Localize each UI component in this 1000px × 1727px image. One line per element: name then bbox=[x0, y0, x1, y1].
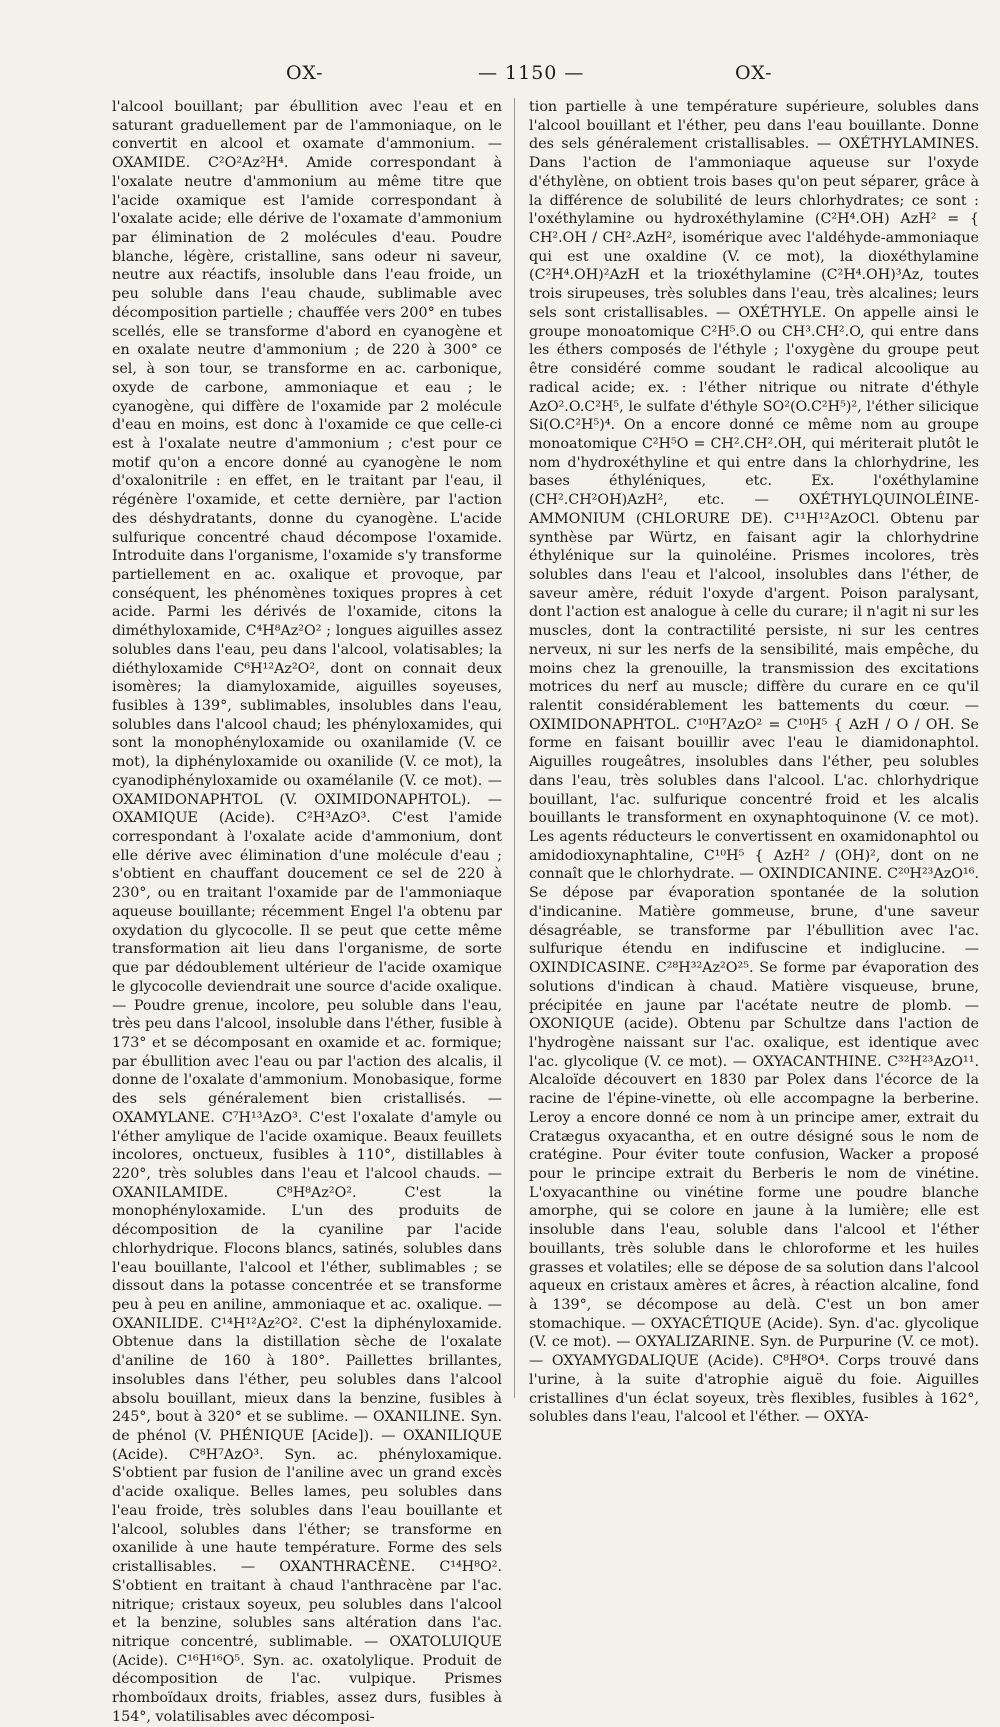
column-divider bbox=[514, 98, 515, 1398]
right-column bbox=[529, 98, 979, 1426]
header-left-entry: OX- bbox=[286, 62, 324, 84]
page-number: — 1150 — bbox=[478, 62, 585, 84]
left-column-text: l'alcool bouillant; par ébullition avec l'eau et en saturant graduellement par de l'ammoniaque, on le convertit en alcool et oxamate d'ammonium. — OXAMIDE. C²O²Az²H⁴. Amide correspondant à l'oxalate neutre d'ammonium au même titre que l'acide oxamique est l'amide correspondant à l'oxalate acide; elle dérive de l'oxamate d'ammonium par élimination de 2 molécules d'eau. Poudre blanche, légère, cristalline, sans odeur ni saveur, neutre aux réactifs, insoluble dans l'eau froide, un peu soluble dans l'eau chaude, sublimable avec décomposition partielle ; chauffée vers 200° en tubes scellés, elle se transforme d'abord en cyanogène et en oxalate neutre d'ammonium ; de 220 à 300° ce sel, à son tour, se transforme en ac. carbonique, oxyde de carbone, ammoniaque et eau ; le cyanogène, qui diffère de l'oxamide par 2 molécule d'eau en moins, est donc à l'oxamide ce que celle-ci est à l'oxalate neutre d'ammonium ; c'est pour ce motif qu'on a encore donné au cyanogène le nom d'oxalonitrile : en effet, en le traitant par l'eau, il régénère l'oxamide, et cette dernière, par l'action des déshydratants, donne du cyanogène. L'acide sulfurique concentré chaud décompose l'oxamide. Introduite dans l'organisme, l'oxamide s'y transforme partiellement en ac. oxalique et provoque, par conséquent, les phénomènes toxiques propres à cet acide. Parmi les dérivés de l'oxamide, citons la diméthyloxamide, C⁴H⁸Az²O² ; longues aiguilles assez solubles dans l'eau, peu dans l'alcool, volatisables; la diéthyloxamide C⁶H¹²Az²O², dont on connait deux isomères; la diamyloxamide, aiguilles soyeuses, fusibles à 139°, sublimables, insolubles dans l'eau, solubles dans l'alcool chaud; les phényloxamides, qui sont la monophényloxamide ou oxanilamide (V. ce mot), la diphényloxamide ou oxanilide (V. ce mot), la cyanodiphényloxamide ou oxamélanile (V. ce mot). — OXAMIDONAPHTOL (V. OXIMIDONAPHTOL). — OXAMIQUE (Acide). C²H³AzO³. C'est l'amide correspondant à l'oxalate acide d'ammonium, dont elle dérive avec élimination d'une molécule d'eau ; s'obtient en chauffant doucement ce sel de 220 à 230°, ou en traitant l'oxamide par de l'ammoniaque aqueuse bouillante; récemment Engel l'a obtenu par oxydation du glycocolle. Il se peut que cette même transformation ait lieu dans l'organisme, de sorte que par dédoublement ultérieur de l'acide oxamique le glycocolle deviendrait une source d'acide oxalique. — Poudre grenue, incolore, peu soluble dans l'eau, très peu dans l'alcool, insoluble dans l'éther, fusible à 173° et se décomposant en oxamide et ac. formique; par ébullition avec l'eau ou par l'action des alcalis, il donne de l'oxalate d'ammonium. Monobasique, forme des sels généralement bien cristallisés. — OXAMYLANE. C⁷H¹³AzO³. C'est l'oxalate d'amyle ou l'éther amylique de l'acide oxamique. Beaux feuillets incolores, onctueux, fusibles à 110°, distillables à 220°, très solubles dans l'eau et l'alcool chauds. — OXANILAMIDE. C⁸H⁸Az²O². C'est la monophényloxamide. L'un des produits de décomposition de la cyaniline par l'acide chlorhydrique. Flocons blancs, satinés, solubles dans l'eau bouillante, l'alcool et l'éther, sublimables ; se dissout dans la potasse concentrée et se transforme peu à peu en aniline, ammoniaque et ac. oxalique. — OXANILIDE. C¹⁴H¹²Az²O². C'est la diphényloxamide. Obtenue dans la distillation sèche de l'oxalate d'aniline de 160 à 180°. Paillettes brillantes, insolubles dans l'éther, peu solubles dans l'alcool absolu bouillant, mieux dans la benzine, fusibles à 245°, bout à 320° et se sublime. — OXANILINE. Syn. de phénol (V. PHÉNIQUE [Acide]). — OXANILIQUE (Acide). C⁸H⁷AzO³. Syn. ac. phényloxamique. S'obtient par fusion de l'aniline avec un grand excès d'acide oxalique. Belles lames, peu solubles dans l'eau froide, très solubles dans l'eau bouillante et l'alcool, solubles dans l'éther; se transforme en oxanilide à une haute température. Forme des sels cristallisables. — OXANTHRACÈNE. C¹⁴H⁸O². S'obtient en traitant à chaud l'anthracène par l'ac. nitrique; cristaux soyeux, peu solubles dans l'alcool et la benzine, solubles sans altération dans l'ac. nitrique concentré, sublimable. — OXATOLUIQUE (Acide). C¹⁶H¹⁶O⁵. Syn. ac. oxatolylique. Produit de décomposition de l'ac. vulpique. Prismes rhomboïdaux droits, friables, assez durs, fusibles à 154°, volatilisables avec décomposi- bbox=[112, 99, 502, 1725]
left-column bbox=[112, 98, 502, 1725]
right-column-text: tion partielle à une température supérieure, solubles dans l'alcool bouillant et l'éther, peu dans l'eau bouillante. Donne des sels généralement cristallisables. — OXÉTHYLAMINES. Dans l'action de l'ammoniaque aqueuse sur l'oxyde d'éthylène, on obtient trois bases qu'on peut séparer, grâce à la différence de solubilité de leurs chlorhydrates; ce sont : l'oxéthylamine ou hydroxéthylamine (C²H⁴.OH) AzH² = { CH².OH / CH².AzH², isomérique avec l'aldéhyde-ammoniaque qui est une oxaldine (V. ce mot), la dioxéthylamine (C²H⁴.OH)²AzH et la trioxéthylamine (C²H⁴.OH)³Az, toutes trois sirupeuses, très solubles dans l'eau, très alcalines; leurs sels sont cristallisables. — OXÉTHYLE. On appelle ainsi le groupe monoatomique C²H⁵.O ou CH³.CH².O, qui entre dans les éthers composés de l'éthyle ; l'oxygène du groupe peut être considéré comme soudant le radical alcoolique au radical acide; ex. : l'éther nitrique ou nitrate d'éthyle AzO².O.C²H⁵, le sulfate d'éthyle SO²(O.C²H⁵)², l'éther silicique Si(O.C²H⁵)⁴. On a encore donné ce même nom au groupe monoatomique C²H⁵O = CH².CH².OH, qui mériterait plutôt le nom d'hydroxéthyline et qui entre dans la chlorhydrine, les bases éthyléniques, etc. Ex. l'oxéthylamine (CH².CH²OH)AzH², etc. — OXÉTHYLQUINOLÉINE-AMMONIUM (CHLORURE DE). C¹¹H¹²AzOCl. Obtenu par synthèse par Würtz, en faisant agir la chlorhydrine éthylénique sur la quinoléine. Prismes incolores, très solubles dans l'eau et l'alcool, insolubles dans l'éther, de saveur amère, réduit l'oxyde d'argent. Poison paralysant, dont l'action est analogue à celle du curare; il n'agit ni sur les muscles, dont la contractilité persiste, ni sur les centres nerveux, ni sur les nerfs de la sensibilité, mais empêche, du moins chez la grenouille, la transmission des excitations motrices du nerf au muscle; diffère du curare en ce qu'il ralentit considérablement les battements du cœur. — OXIMIDONAPHTOL. C¹⁰H⁷AzO² = C¹⁰H⁵ { AzH / O / OH. Se forme en faisant bouillir avec l'eau le diamidonaphtol. Aiguilles rougeâtres, insolubles dans l'éther, peu solubles dans l'eau, très solubles dans l'alcool. L'ac. chlorhydrique bouillant, l'ac. sulfurique concentré froid et les alcalis bouillants le transforment en oxynaphtoquinone (V. ce mot). Les agents réducteurs le convertissent en oxamidonaphtol ou amidodioxynaphtaline, C¹⁰H⁵ { AzH² / (OH)², dont on ne connaît que le chlorhydrate. — OXINDICANINE. C²⁰H²³AzO¹⁶. Se dépose par évaporation spontanée de la solution d'indicanine. Matière gommeuse, brune, d'une saveur désagréable, se transforme par l'ébullition avec l'ac. sulfurique étendu en indifuscine et indiglucine. — OXINDICASINE. C²⁸H³²Az²O²⁵. Se forme par évaporation des solutions d'indican à chaud. Matière visqueuse, brune, précipitée en jaune par l'acétate neutre de plomb. — OXONIQUE (acide). Obtenu par Schultze dans l'action de l'hydrogène naissant sur l'ac. oxalique, est identique avec l'ac. glycolique (V. ce mot). — OXYACANTHINE. C³²H²³AzO¹¹. Alcaloïde découvert en 1830 par Polex dans l'écorce de la racine de l'épine-vinette, où elle accompagne la berberine. Leroy a encore donné ce nom à un principe amer, extrait du Cratægus oxyacantha, et en outre désigné sous le nom de cratégine. Pour éviter toute confusion, Wacker a proposé pour le principe extrait du Berberis le nom de vinétine. L'oxyacanthine ou vinétine forme une poudre blanche amorphe, qui se colore en jaune à la lumière; elle est insoluble dans l'eau, soluble dans l'alcool et l'éther bouillants, très soluble dans le chloroforme et les huiles grasses et volatiles; elle se dépose de sa solution dans l'alcool aqueux en cristaux amères et âcres, à réaction alcaline, fond à 139°, se décompose au delà. C'est un bon amer stomachique. — OXYACÉTIQUE (Acide). Syn. d'ac. glycolique (V. ce mot). — OXYALIZARINE. Syn. de Purpurine (V. ce mot). — OXYAMYGDALIQUE (Acide). C⁸H⁸O⁴. Corps trouvé dans l'urine, à la suite d'atrophie aiguë du foie. Aiguilles cristallines d'un éclat soyeux, très flexibles, fusibles à 162°, solubles dans l'eau, l'alcool et l'éther. — OXYA- bbox=[529, 99, 979, 1426]
header-right-entry: OX- bbox=[735, 62, 773, 84]
page-header bbox=[0, 62, 1000, 92]
